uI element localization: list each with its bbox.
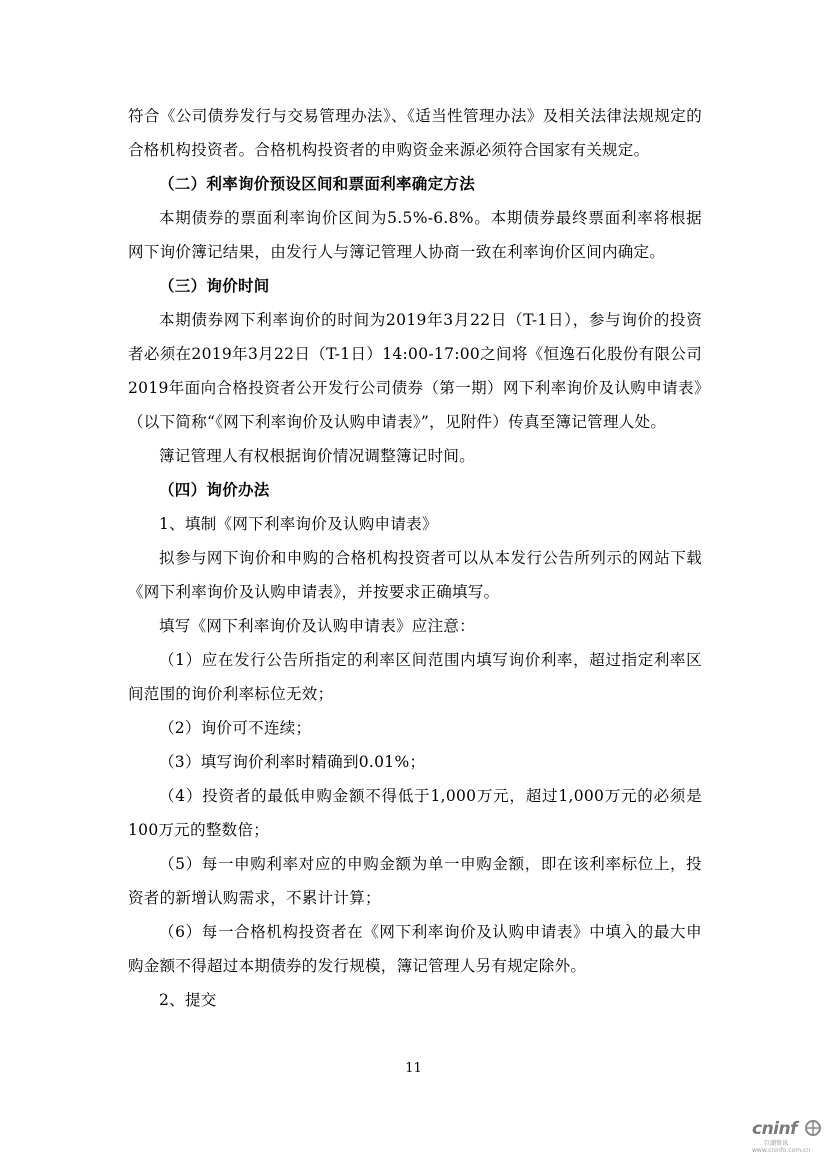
paragraph-notes-intro: 填写《网下利率询价及认购申请表》应注意： — [159, 617, 476, 635]
paragraph-note-6: （6）每一合格机构投资者在《网下利率询价及认购申请表》中填入的最大申购金额不得超过本期债券的发行规模，簿记管理人另有规定除外。 — [128, 923, 702, 975]
heading-inquiry-time: （三）询价时间 — [159, 276, 270, 295]
paragraph-submit-title: 2、提交 — [159, 991, 217, 1009]
paragraph-inquiry-time: 本期债券网下利率询价的时间为2019年3月22日（T-1日），参与询价的投资者必须在2019年3月22日（T-1日）14:00-17:00之间将《恒逸石化股份有限公司2019年面向合格投资者公开发行公司债券（第一期）网下利率询价及认购申请表》（以下简称“《网下利率询价及认购申请表》”，见附件）传真至簿记管理人处。 — [128, 311, 702, 431]
paragraph-note-4: （4）投资者的最低申购金额不得低于1,000万元，超过1,000万元的必须是100万元的整数倍； — [128, 787, 702, 839]
logo-url-text: www.cninfo.com.cn — [752, 1147, 811, 1154]
heading-inquiry-method: （四）询价办法 — [159, 480, 270, 499]
paragraph-note-3: （3）填写询价利率时精确到0.01%； — [159, 753, 426, 771]
paragraph-note-2: （2）询价可不连续； — [159, 719, 312, 737]
page-number: 11 — [405, 1061, 422, 1076]
paragraph-rate-range: 本期债券的票面利率询价区间为5.5%-6.8%。本期债券最终票面利率将根据网下询价簿记结果，由发行人与簿记管理人协商一致在利率询价区间内确定。 — [128, 209, 702, 261]
paragraph-note-1: （1）应在发行公告所指定的利率区间范围内填写询价利率，超过指定利率区间范围的询价利率标位无效； — [128, 651, 702, 703]
paragraph-download-form: 拟参与网下询价和申购的合格机构投资者可以从本发行公告所列示的网站下载《网下利率询价及认购申请表》，并按要求正确填写。 — [128, 549, 702, 601]
document-body — [128, 99, 702, 1017]
logo-mark-icon — [804, 1119, 822, 1137]
heading-rate-range: （二）利率询价预设区间和票面利率确定方法 — [159, 174, 476, 193]
cninfo-logo — [752, 1117, 822, 1157]
paragraph-adjust-time: 簿记管理人有权根据询价情况调整簿记时间。 — [159, 447, 476, 465]
paragraph-note-5: （5）每一申购利率对应的申购金额为单一申购金额，即在该利率标位上，投资者的新增认购需求，不累计计算； — [128, 855, 702, 907]
paragraph-fill-form-title: 1、填制《网下利率询价及认购申请表》 — [159, 515, 438, 533]
logo-sub-text: 巨潮资讯 — [764, 1140, 789, 1147]
logo-brand-text: cninf — [752, 1119, 798, 1139]
paragraph-eligibility: 符合《公司债券发行与交易管理办法》、《适当性管理办法》及相关法律法规规定的合格机构投资者。合格机构投资者的申购资金来源必须符合国家有关规定。 — [128, 107, 702, 159]
